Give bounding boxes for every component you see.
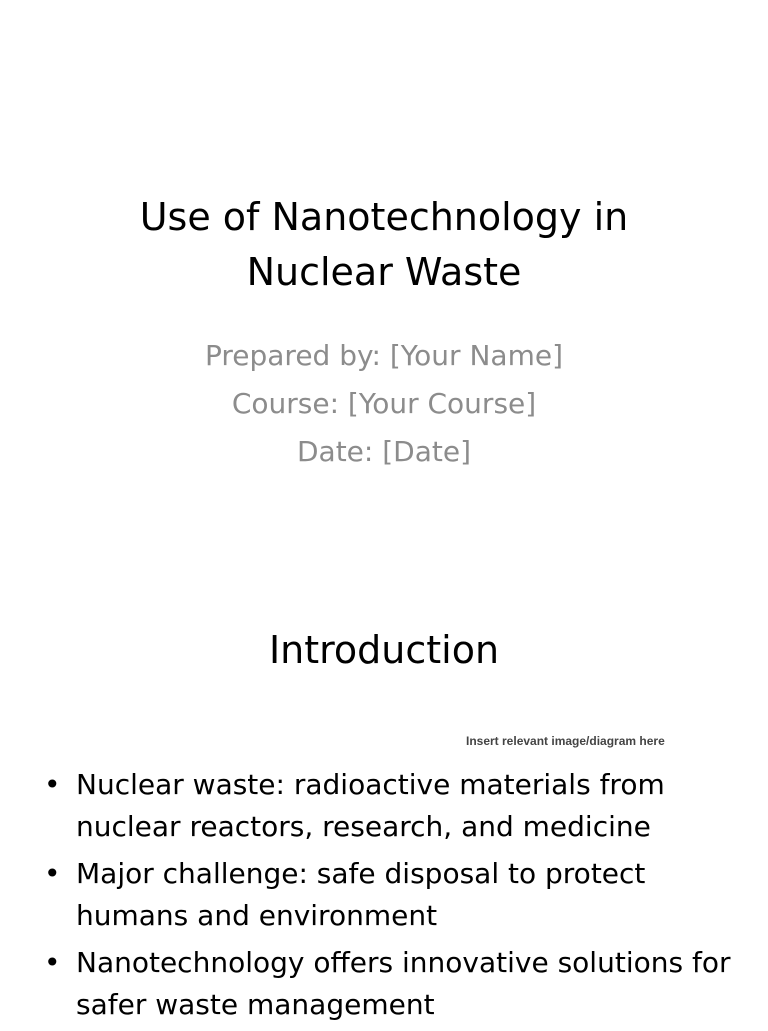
bullet-icon: • [44, 768, 61, 801]
prepared-by-text: Prepared by: [Your Name] [204, 339, 563, 372]
subtitle-block [60, 332, 708, 476]
bullet-text: Nanotechnology offers innovative solutions for safer waste management [76, 946, 731, 1021]
slide-title: Introduction [268, 628, 500, 672]
presentation-title [60, 190, 708, 300]
course-text: Course: [Your Course] [231, 387, 537, 420]
introduction-slide [0, 576, 768, 1024]
bullet-text: Nuclear waste: radioactive materials from nuclear reactors, research, and medicine [76, 768, 665, 843]
list-item [38, 942, 738, 1026]
image-placeholder-text: Insert relevant image/diagram here [466, 734, 665, 748]
bullet-icon: • [44, 857, 61, 890]
title-line-1: Use of Nanotechnology in [139, 195, 629, 239]
title-line-2: Nuclear Waste [246, 250, 522, 294]
bullet-list [38, 764, 738, 1031]
bullet-text: Major challenge: safe disposal to protect humans and environment [76, 857, 646, 932]
list-item [38, 764, 738, 848]
date-text: Date: [Date] [296, 435, 472, 468]
bullet-icon: • [44, 946, 61, 979]
list-item [38, 853, 738, 937]
